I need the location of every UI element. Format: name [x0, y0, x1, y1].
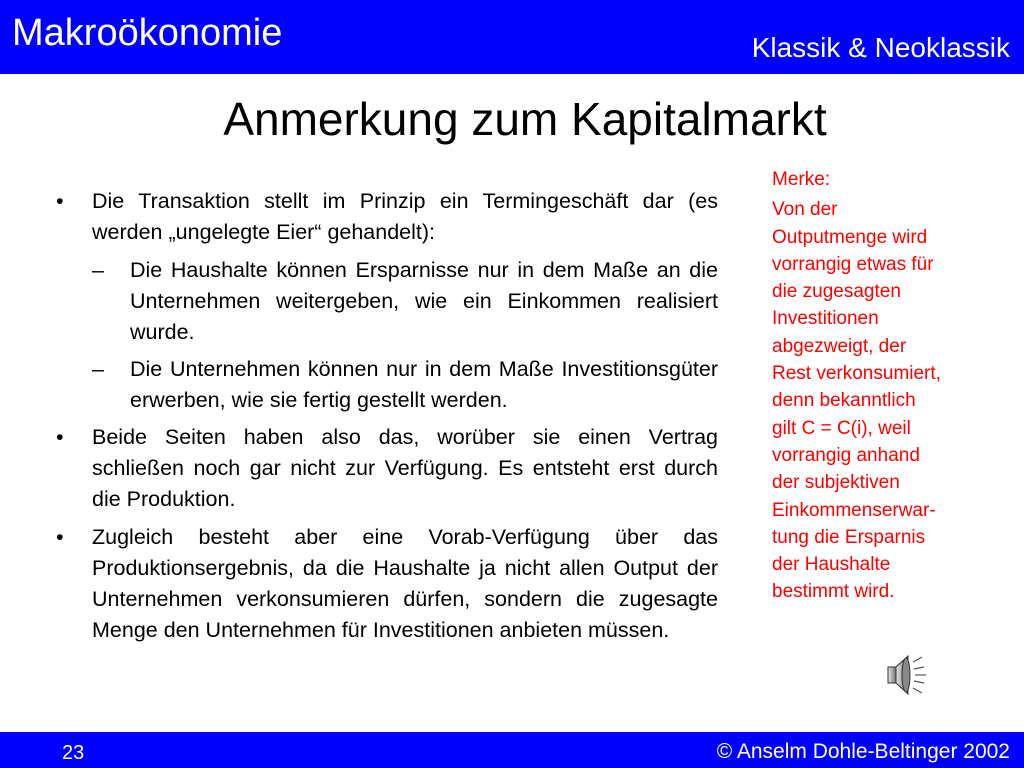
copyright: © Anselm Dohle-Beltinger 2002: [716, 740, 1010, 763]
note-line: tung die Ersparnis: [772, 526, 926, 548]
bullet-text: Zugleich besteht aber eine Vorab-Verfügung über das Produktionsergebnis, da die Haushalte ja nicht allen Output der Unternehmen verkonsumieren dürfen, sondern die zugesagte Menge den Unternehmen für Investitionen anbieten müssen.: [92, 525, 718, 642]
slide-title: Anmerkung zum Kapitalmarkt: [223, 93, 827, 145]
note-line: Von der: [772, 199, 838, 221]
note-line: abgezweigt, der: [772, 335, 907, 357]
bullet-item: [54, 522, 718, 646]
sub-bullet-item: [54, 354, 718, 416]
note-line: vorrangig anhand: [772, 444, 920, 466]
note-line: Investitionen: [772, 308, 879, 330]
side-note: [772, 166, 992, 606]
note-heading: Merke:: [772, 169, 831, 190]
bullet-text: Beide Seiten haben also das, worüber sie einen Vertrag schließen noch gar nicht zur Verfügung. Es entsteht erst durch die Produktion.: [92, 425, 718, 511]
bullet-item: [54, 422, 718, 515]
sub-bullet-text: Die Haushalte können Ersparnisse nur in dem Maße an die Unternehmen weitergeben, wie ein Einkommen realisiert wurde.: [130, 258, 718, 344]
course-title: Makroökonomie: [12, 12, 283, 54]
note-line: gilt C = C(i), weil: [772, 417, 911, 439]
note-line: Einkommenserwar-: [772, 499, 936, 521]
sub-bullet-item: [54, 255, 718, 348]
note-line: denn bekanntlich: [772, 390, 916, 412]
note-line: Outputmenge wird: [772, 226, 928, 248]
bullet-item: [54, 186, 718, 248]
note-line: der Haushalte: [772, 554, 891, 576]
speaker-icon[interactable]: [884, 650, 930, 700]
header-bar: [0, 0, 1024, 76]
dash-marker: –: [92, 357, 104, 381]
footer-bar: [0, 730, 1024, 768]
bullet-marker: •: [56, 525, 64, 549]
note-line: der subjektiven: [772, 472, 900, 494]
slide-content: [54, 186, 718, 653]
dash-marker: –: [92, 258, 104, 282]
bullet-marker: •: [56, 189, 64, 213]
note-line: Rest verkonsumiert,: [772, 363, 941, 385]
page-number: 23: [62, 742, 85, 764]
note-line: vorrangig etwas für: [772, 253, 934, 275]
note-line: die zugesagten: [772, 281, 901, 303]
bullet-text: Die Transaktion stellt im Prinzip ein Termingeschäft dar (es werden „ungelegte Eier“ gehandelt):: [92, 189, 718, 244]
note-line: bestimmt wird.: [772, 581, 895, 603]
chapter-title: Klassik & Neoklassik: [751, 32, 1010, 63]
bullet-marker: •: [56, 425, 64, 449]
sub-bullet-text: Die Unternehmen können nur in dem Maße Investitionsgüter erwerben, wie sie fertig gestellt werden.: [130, 357, 718, 412]
